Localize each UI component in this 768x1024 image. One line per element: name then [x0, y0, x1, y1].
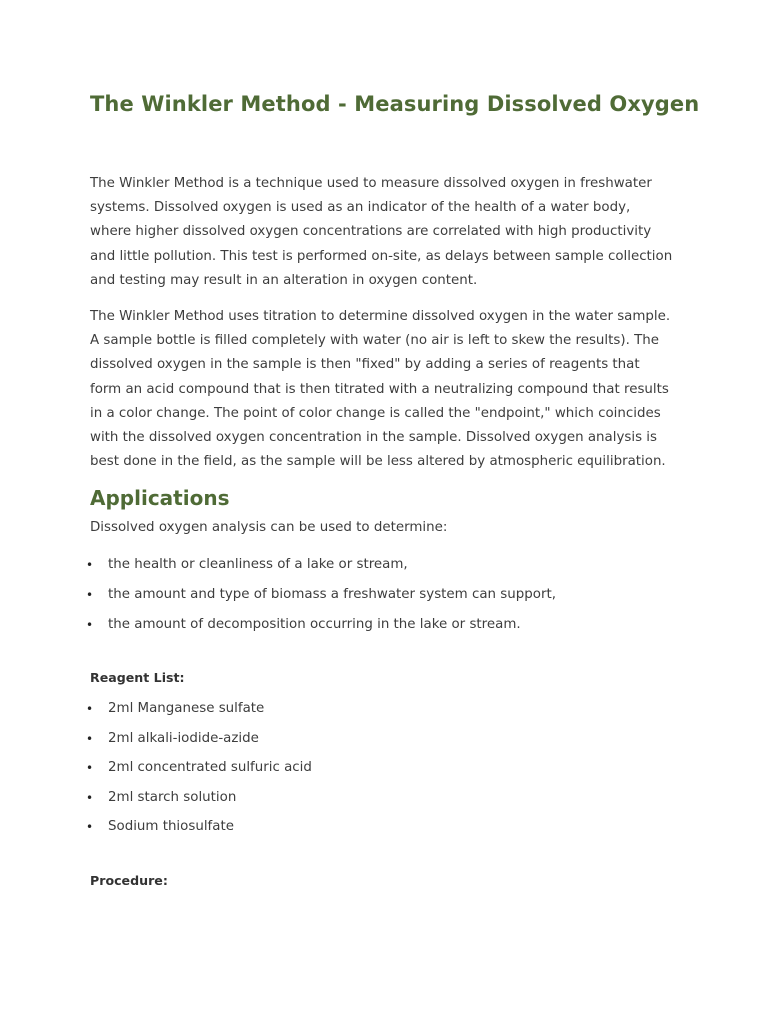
applications-item-text: the amount and type of biomass a freshwater system can support,	[108, 587, 556, 602]
bullet-icon: •	[86, 702, 94, 716]
applications-list-item	[86, 555, 556, 585]
reagent-item-text: 2ml concentrated sulfuric acid	[108, 760, 312, 775]
bullet-icon: •	[86, 761, 94, 775]
reagent-list-heading: Reagent List:	[90, 670, 185, 685]
reagent-item-text: 2ml alkali-iodide-azide	[108, 730, 259, 746]
procedure-heading: Procedure:	[90, 873, 168, 888]
applications-lead: Dissolved oxygen analysis can be used to determine:	[90, 520, 448, 535]
bullet-icon: •	[86, 820, 94, 834]
reagent-list-item	[86, 817, 312, 847]
reagent-list-item	[86, 788, 312, 818]
bullet-icon: •	[86, 558, 94, 572]
bullet-icon: •	[86, 618, 94, 632]
applications-item-text: the health or cleanliness of a lake or stream,	[108, 557, 408, 572]
reagent-item-text: 2ml Manganese sulfate	[108, 701, 265, 716]
applications-heading: Applications	[90, 486, 230, 510]
intro-paragraph-1: The Winkler Method is a technique used to measure dissolved oxygen in freshwater systems. Dissolved oxygen is used as an indicator of the health of a water body, where higher dissolved oxygen concentrations are correlated with high productivity and little pollution. This test is performed on-site, as delays between sample collection and testing may result in an alteration in oxygen content.	[90, 176, 673, 288]
applications-item-text: the amount of decomposition occurring in the lake or stream.	[108, 617, 521, 632]
bullet-icon: •	[86, 588, 94, 602]
applications-list-item	[86, 615, 556, 645]
bullet-icon: •	[86, 731, 94, 746]
applications-list	[86, 555, 556, 645]
page-title: The Winkler Method - Measuring Dissolved Oxygen	[90, 92, 700, 116]
bullet-icon: •	[86, 790, 94, 805]
reagent-item-text: Sodium thiosulfate	[108, 819, 234, 834]
intro-paragraph-2: The Winkler Method uses titration to determine dissolved oxygen in the water sample. A sample bottle is filled completely with water (no air is left to skew the results). The dissolved oxygen in the sample is then "fixed" by adding a series of reagents that form an acid compound that is then titrated with a neutralizing compound that results in a color change. The point of color change is called the "endpoint," which coincides with the dissolved oxygen concentration in the sample. Dissolved oxygen analysis is best done in the field, as the sample will be less altered by atmospheric equilibration.	[90, 309, 671, 470]
reagent-list-item	[86, 758, 312, 788]
applications-list-item	[86, 585, 556, 615]
reagent-list	[86, 699, 312, 847]
reagent-list-item	[86, 729, 312, 759]
reagent-list-item	[86, 699, 312, 729]
reagent-item-text: 2ml starch solution	[108, 789, 237, 805]
